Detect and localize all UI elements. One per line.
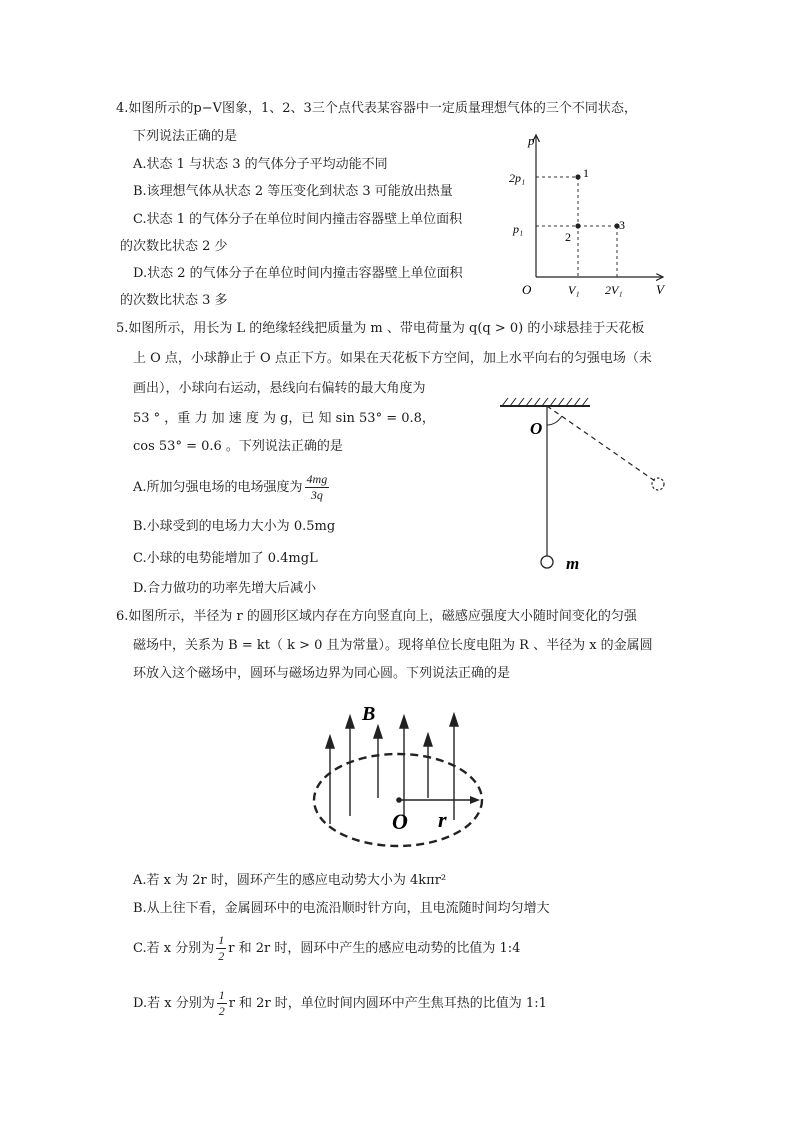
q4-option-c-line-2: 的次数比状态 2 少	[120, 239, 228, 254]
q6-option-c-suffix: r 和 2r 时，圆环中产生的感应电动势的比值为 1:4	[228, 941, 521, 956]
q5-stem-line-2: 上 O 点，小球静止于 O 点正下方。如果在天花板下方空间，加上水平向右的匀强电场（未	[133, 351, 652, 366]
q5-stem-line-4: 53 ° ，重 力 加 速 度 为 g，已 知 sin 53° = 0.8，	[133, 411, 435, 426]
q5-option-b: B.小球受到的电场力大小为 0.5mg	[133, 519, 336, 534]
q5-option-d: D.合力做功的功率先增大后减小	[133, 581, 317, 596]
mass-label: m	[566, 554, 580, 573]
q5-option-c: C.小球的电势能增加了 0.4mgL	[133, 551, 318, 566]
q5-stem-line-3: 画出），小球向右运动，悬线向右偏转的最大角度为	[133, 381, 426, 396]
q5-stem-line-1: 5.如图所示，用长为 L 的绝缘轻线把质量为 m 、带电荷量为 q(q > 0) 的小球悬挂于天花板	[116, 321, 645, 336]
q6-option-a: A.若 x 为 2r 时，圆环产生的感应电动势大小为 4kπr²	[133, 873, 447, 888]
q6-option-d-prefix: D.若 x 分别为	[133, 996, 215, 1011]
q4-option-c-line-1: C.状态 1 的气体分子在单位时间内撞击容器壁上单位面积	[133, 212, 463, 227]
ball-deflected	[652, 478, 664, 490]
angle-arc	[547, 416, 562, 425]
q5-option-a-text: A.所加匀强电场的电场强度为	[133, 480, 303, 495]
state-point-1	[575, 174, 580, 179]
q5-stem-line-5: cos 53° = 0.6 。下列说法正确的是	[133, 439, 343, 454]
q4-option-b: B.该理想气体从状态 2 等压变化到状态 3 可能放出热量	[133, 184, 453, 199]
state-point-2	[575, 223, 580, 228]
q4-option-d-line-1: D.状态 2 的气体分子在单位时间内撞击容器壁上单位面积	[133, 266, 463, 281]
fraction-denominator: 3q	[310, 488, 323, 502]
x-tick-2v1: 2V₁	[605, 283, 623, 297]
x-axis-label: V	[656, 282, 664, 297]
y-tick-p1: p₁	[513, 222, 524, 236]
q6-option-c-fraction	[216, 933, 226, 964]
ceiling-hatching	[502, 398, 588, 406]
q5-option-a-fraction	[305, 472, 330, 503]
q4-option-d-line-2: 的次数比状态 3 多	[120, 293, 228, 308]
fraction-numerator: 1	[218, 988, 225, 1002]
q6-option-c	[133, 933, 520, 964]
ball	[541, 556, 553, 568]
q4-option-a: A.状态 1 与状态 3 的气体分子平均动能不同	[133, 157, 388, 172]
q6-option-c-prefix: C.若 x 分别为	[133, 941, 215, 956]
state-label-1: 1	[583, 166, 589, 180]
q6-stem-line-3: 环放入这个磁场中，圆环与磁场边界为同心圆。下列说法正确的是	[133, 666, 511, 681]
q6-option-d	[133, 988, 547, 1019]
radius-arrowhead	[470, 796, 480, 804]
radius-label: r	[438, 807, 447, 832]
q5-pendulum-figure	[490, 392, 680, 582]
origin-label: O	[522, 282, 532, 297]
fraction-denominator: 2	[218, 949, 225, 963]
field-label: B	[362, 703, 376, 725]
fraction-numerator: 4mg	[306, 472, 328, 486]
q5-option-a	[133, 472, 331, 503]
q6-option-b: B.从上往下看，金属圆环中的电流沿顺时针方向，且电流随时间均匀增大	[133, 901, 550, 916]
q4-stem-line-1: 4.如图所示的p−V图象，1、2、3三个点代表某容器中一定质量理想气体的三个不同状态，	[116, 101, 637, 116]
pivot-label: O	[530, 419, 543, 438]
fraction-denominator: 2	[218, 1004, 225, 1018]
q4-pv-graph	[495, 125, 675, 300]
y-tick-2p1: 2p₁	[509, 171, 526, 185]
x-tick-v1: V₁	[568, 283, 580, 297]
q6-option-d-suffix: r 和 2r 时，单位时间内圆环中产生焦耳热的比值为 1:1	[228, 996, 547, 1011]
fraction-numerator: 1	[218, 933, 225, 947]
q4-stem-line-2: 下列说法正确的是	[133, 129, 238, 144]
q6-stem-line-2: 磁场中，关系为 B = kt（ k > 0 且为常量）。现将单位长度电阻为 R 、半径为 x 的金属圆	[133, 638, 653, 653]
q6-stem-line-1: 6.如图所示，半径为 r 的圆形区域内存在方向竖直向上，磁感应强度大小随时间变化的匀强	[116, 609, 637, 624]
state-label-3: 3	[619, 218, 625, 232]
state-label-2: 2	[565, 230, 571, 244]
q6-magnetic-field-figure	[300, 690, 500, 860]
q6-option-d-fraction	[217, 988, 227, 1019]
y-axis-label: p	[528, 133, 535, 148]
center-label: O	[392, 809, 408, 834]
string-deflected	[547, 406, 655, 481]
